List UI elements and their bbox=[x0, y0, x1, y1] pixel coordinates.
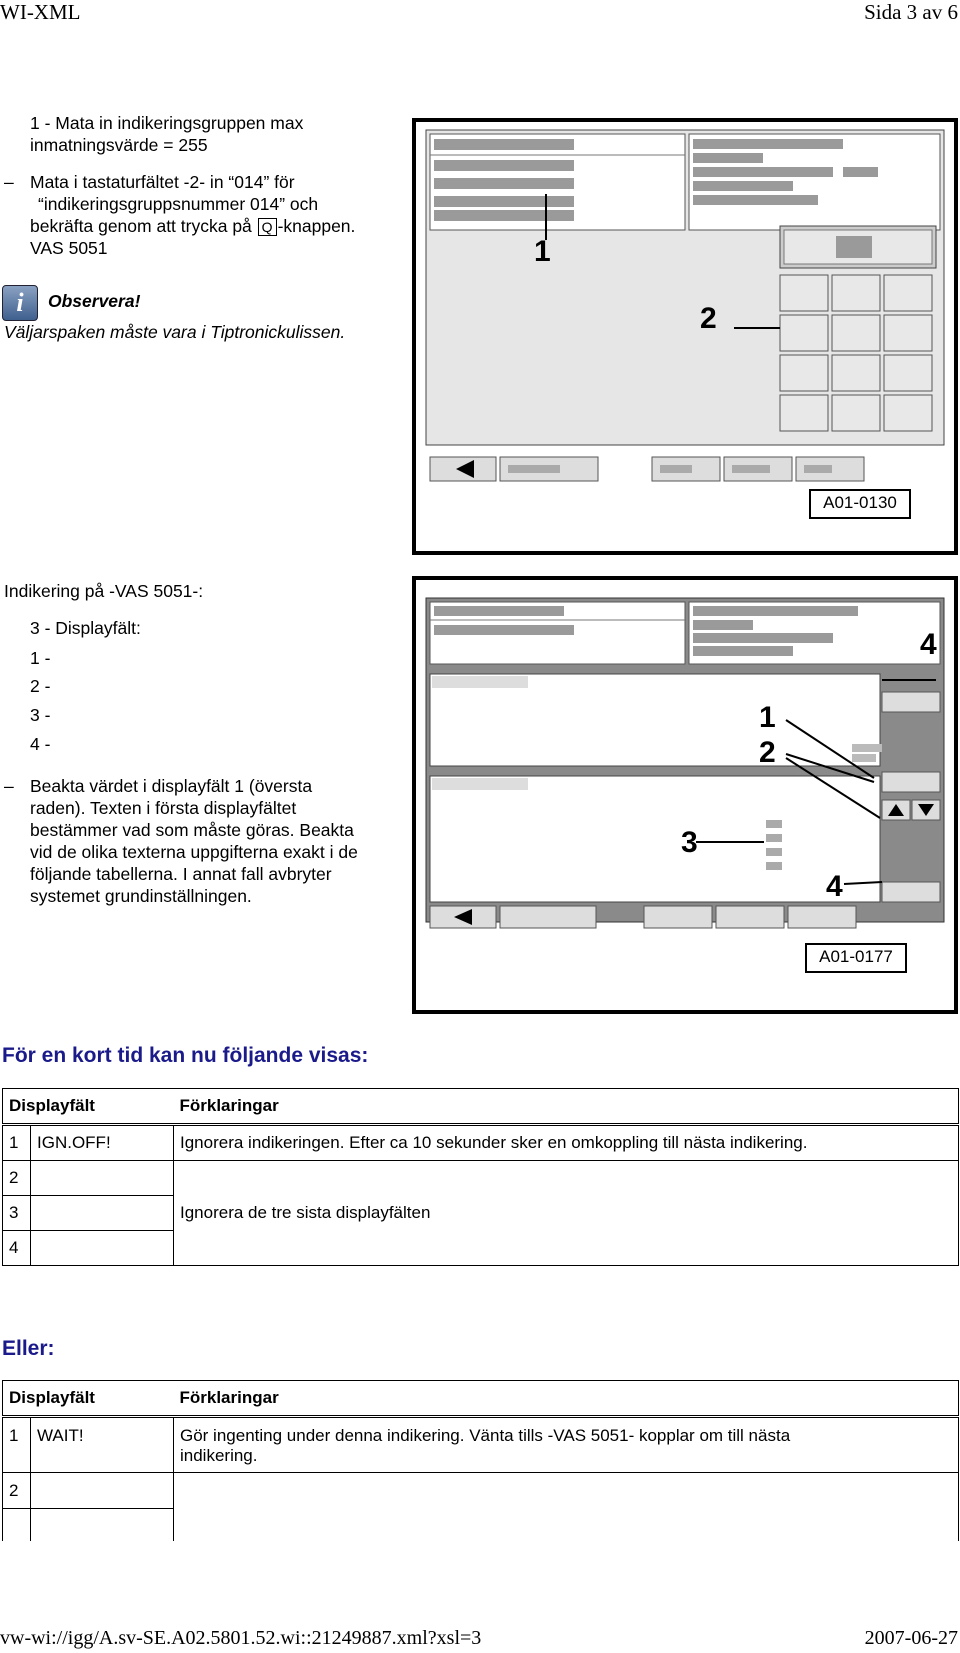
step-line-3-pre: bekräfta genom att trycka på bbox=[30, 216, 252, 236]
instruction-line: följande tabellerna. I annat fall avbryter bbox=[30, 864, 332, 884]
row-number: 2 bbox=[3, 1161, 31, 1196]
note-title: Observera! bbox=[48, 291, 141, 311]
row-value bbox=[31, 1473, 174, 1509]
page-number: Sida 3 av 6 bbox=[864, 0, 958, 24]
row-value bbox=[31, 1509, 174, 1541]
display-table-1 bbox=[2, 1088, 959, 1266]
column-header: Förklaringar bbox=[174, 1089, 959, 1125]
section-heading: Eller: bbox=[2, 1337, 55, 1360]
instruction-line: bestämmer vad som måste göras. Beakta bbox=[30, 820, 354, 840]
display-field-1: 1 - bbox=[30, 648, 51, 668]
instruction-line: raden). Texten i första displayfältet bbox=[30, 798, 297, 818]
note-text: Väljarspaken måste vara i Tiptronickulissen. bbox=[4, 322, 346, 342]
row-number: 3 bbox=[3, 1196, 31, 1231]
row-explanation: Ignorera indikeringen. Efter ca 10 sekunder sker en omkoppling till nästa indikering. bbox=[174, 1125, 959, 1161]
table-row bbox=[3, 1417, 959, 1473]
instruction-line: systemet grundinställningen. bbox=[30, 886, 252, 906]
table-row bbox=[3, 1473, 959, 1509]
row-explanation bbox=[174, 1473, 959, 1541]
figure-label: 1 bbox=[759, 701, 776, 734]
figure-label: 1 bbox=[534, 235, 551, 268]
display-instruction bbox=[30, 775, 405, 907]
display-field-4: 4 - bbox=[30, 734, 51, 754]
row-value bbox=[31, 1196, 174, 1231]
display-table-2 bbox=[2, 1380, 959, 1541]
section-heading: För en kort tid kan nu följande visas: bbox=[2, 1044, 369, 1067]
row-explanation bbox=[174, 1417, 959, 1473]
table-header-row bbox=[3, 1089, 959, 1125]
footer-date: 2007-06-27 bbox=[864, 1627, 958, 1649]
row-number bbox=[3, 1509, 31, 1541]
dash-icon: – bbox=[4, 172, 14, 192]
table-row bbox=[3, 1161, 959, 1196]
row-number: 2 bbox=[3, 1473, 31, 1509]
row-explanation: Ignorera de tre sista displayfälten bbox=[174, 1161, 959, 1266]
explanation-line: indikering. bbox=[180, 1446, 258, 1465]
row-value bbox=[31, 1161, 174, 1196]
figure-label: 4 bbox=[826, 870, 843, 903]
column-header: Förklaringar bbox=[174, 1381, 959, 1417]
step-item-text: 1 - Mata in indikeringsgruppen max inmatningsvärde = 255 bbox=[30, 113, 304, 155]
display-field-2: 2 - bbox=[30, 676, 51, 696]
figure-label: 2 bbox=[759, 736, 776, 769]
row-value bbox=[31, 1231, 174, 1266]
q-key-icon: Q bbox=[258, 218, 277, 236]
display-intro: Indikering på -VAS 5051-: bbox=[4, 581, 204, 601]
column-header: Displayfält bbox=[3, 1089, 174, 1125]
step-line-3 bbox=[30, 215, 380, 237]
step-line-2: “indikeringsgruppsnummer 014” och bbox=[38, 194, 319, 214]
header-title: WI-XML bbox=[0, 0, 81, 24]
row-value: WAIT! bbox=[31, 1417, 174, 1473]
step-line-4: VAS 5051 bbox=[30, 238, 108, 258]
row-value: IGN.OFF! bbox=[31, 1125, 174, 1161]
figure-label: 4 bbox=[920, 628, 937, 661]
figure-code: A01-0177 bbox=[819, 947, 893, 966]
table-header-row bbox=[3, 1381, 959, 1417]
info-icon: i bbox=[2, 285, 38, 321]
step-instruction bbox=[30, 171, 380, 259]
footer-url: vw-wi://igg/A.sv-SE.A02.5801.52.wi::21249887.xml?xsl=3 bbox=[0, 1627, 482, 1649]
figure-label: 3 bbox=[681, 826, 698, 859]
dash-icon: – bbox=[4, 776, 14, 796]
explanation-line: Gör ingenting under denna indikering. Vänta tills -VAS 5051- kopplar om till nästa bbox=[180, 1426, 791, 1445]
table-row bbox=[3, 1125, 959, 1161]
display-field-3: 3 - bbox=[30, 705, 51, 725]
figure-vas5051-display bbox=[412, 576, 958, 1014]
display-field-title: 3 - Displayfält: bbox=[30, 618, 141, 638]
instruction-line: Beakta värdet i displayfält 1 (översta bbox=[30, 776, 313, 796]
step-item bbox=[30, 112, 370, 156]
column-header: Displayfält bbox=[3, 1381, 174, 1417]
step-line-1: Mata i tastaturfältet -2- in “014” för bbox=[30, 172, 295, 192]
figure-code: A01-0130 bbox=[823, 493, 897, 512]
step-line-3-post: -knappen. bbox=[277, 216, 356, 236]
figure-label: 2 bbox=[700, 302, 717, 335]
row-number: 4 bbox=[3, 1231, 31, 1266]
figure-vas5051-keypad bbox=[412, 118, 958, 555]
row-number: 1 bbox=[3, 1125, 31, 1161]
row-number: 1 bbox=[3, 1417, 31, 1473]
instruction-line: vid de olika texterna uppgifterna exakt i de bbox=[30, 842, 358, 862]
